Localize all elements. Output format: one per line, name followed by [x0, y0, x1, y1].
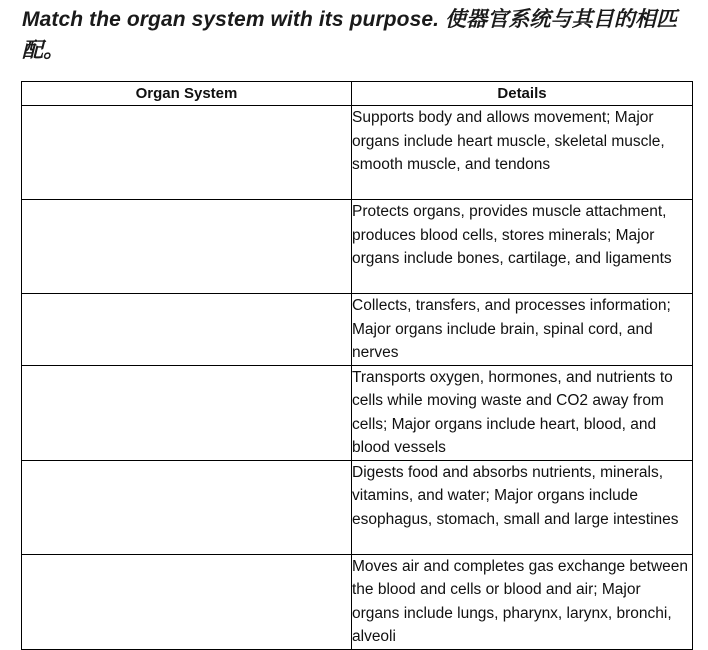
details-text: Digests food and absorbs nutrients, minerals, vitamins, and water; Major organs include esophagus, stomach, small and large intestines — [352, 463, 679, 528]
header-organ-system: Organ System — [22, 82, 352, 106]
details-cell — [352, 106, 693, 200]
details-text: Protects organs, provides muscle attachment, produces blood cells, stores minerals; Major organs include bones, cartilage, and ligaments — [352, 203, 672, 267]
table-row — [22, 200, 693, 294]
details-text: Collects, transfers, and processes information; Major organs include brain, spinal cord, and nerves — [352, 297, 671, 361]
header-details: Details — [352, 82, 693, 106]
organ-system-answer-cell[interactable] — [22, 460, 352, 554]
table-row — [22, 365, 693, 460]
table-row — [22, 106, 693, 200]
instruction-chinese: 使器官系统与其目的相匹配。 — [22, 8, 678, 62]
instruction-english: Match the organ system with its purpose. — [22, 8, 440, 31]
worksheet-instruction — [22, 4, 694, 66]
details-text: Supports body and allows movement; Major organs include heart muscle, skeletal muscle, smooth muscle, and tendons — [352, 109, 665, 173]
organ-system-answer-cell[interactable] — [22, 200, 352, 294]
organ-system-answer-cell[interactable] — [22, 106, 352, 200]
details-cell — [352, 200, 693, 294]
details-text: Moves air and completes gas exchange between the blood and cells or blood and air; Major organs include lungs, pharynx, larynx, bronchi, alveoli — [352, 557, 689, 645]
details-cell — [352, 460, 693, 554]
details-text: Transports oxygen, hormones, and nutrients to cells while moving waste and CO2 away from cells; Major organs include heart, blood, and blood vessels — [352, 368, 673, 456]
organ-system-matching-table — [21, 81, 693, 650]
organ-system-answer-cell[interactable] — [22, 365, 352, 460]
details-cell — [352, 365, 693, 460]
details-cell — [352, 294, 693, 366]
details-cell — [352, 554, 693, 649]
table-header-row — [22, 82, 693, 106]
table-row — [22, 460, 693, 554]
table-row — [22, 554, 693, 649]
organ-system-answer-cell[interactable] — [22, 554, 352, 649]
organ-system-answer-cell[interactable] — [22, 294, 352, 366]
table-row — [22, 294, 693, 366]
